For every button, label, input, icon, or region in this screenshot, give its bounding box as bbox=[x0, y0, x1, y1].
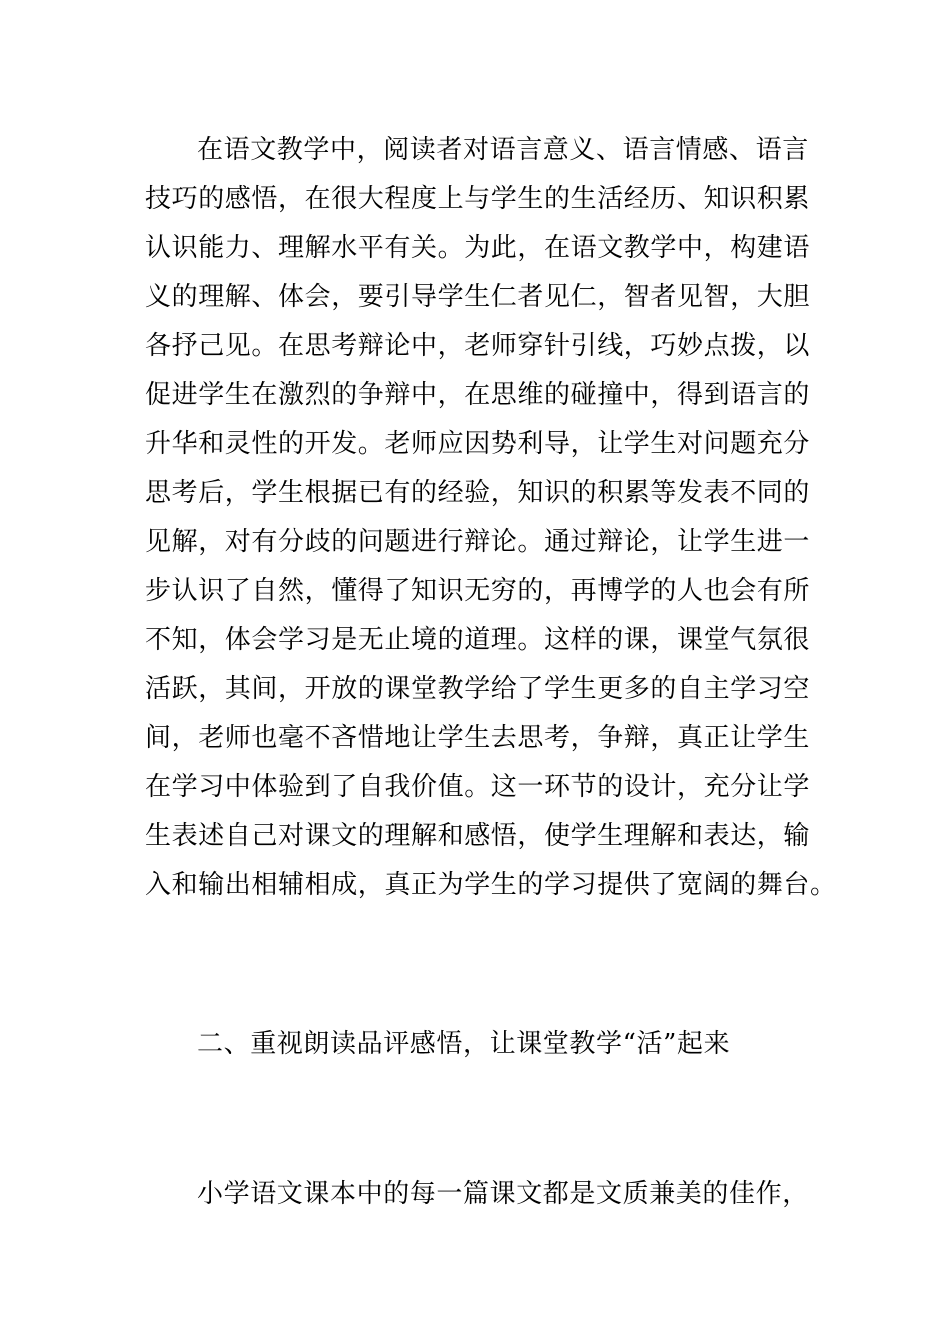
section-heading: 二、重视朗读品评感悟，让课堂教学“活”起来 bbox=[197, 1029, 731, 1059]
paragraph-line: 间，老师也毫不吝惜地让学生去思考，争辩，真正让学生 bbox=[145, 723, 811, 753]
paragraph-line: 在学习中体验到了自我价值。这一环节的设计，充分让学 bbox=[145, 772, 811, 802]
paragraph-line: 见解，对有分歧的问题进行辩论。通过辩论，让学生进一 bbox=[145, 527, 811, 557]
paragraph-line: 生表述自己对课文的理解和感悟，使学生理解和表达，输 bbox=[145, 821, 811, 851]
paragraph-line: 升华和灵性的开发。老师应因势利导，让学生对问题充分 bbox=[145, 429, 811, 459]
paragraph-line: 入和输出相辅相成，真正为学生的学习提供了宽阔的舞台。 bbox=[145, 870, 837, 900]
paragraph-line: 不知，体会学习是无止境的道理。这样的课，课堂气氛很 bbox=[145, 625, 811, 655]
body-paragraph-1 bbox=[145, 126, 837, 910]
paragraph-line: 促进学生在激烈的争辩中，在思维的碰撞中，得到语言的 bbox=[145, 380, 811, 410]
paragraph-line: 认识能力、理解水平有关。为此，在语文教学中，构建语 bbox=[145, 233, 811, 263]
paragraph-line: 义的理解、体会，要引导学生仁者见仁，智者见智，大胆 bbox=[145, 282, 811, 312]
paragraph-line: 技巧的感悟，在很大程度上与学生的生活经历、知识积累 bbox=[145, 184, 811, 214]
paragraph-line: 步认识了自然，懂得了知识无穷的，再博学的人也会有所 bbox=[145, 576, 811, 606]
paragraph-line: 各抒己见。在思考辩论中，老师穿针引线，巧妙点拨，以 bbox=[145, 331, 811, 361]
paragraph-line: 思考后，学生根据已有的经验，知识的积累等发表不同的 bbox=[145, 478, 811, 508]
body-paragraph-2-first-line: 小学语文课本中的每一篇课文都是文质兼美的佳作， bbox=[197, 1179, 809, 1209]
paragraph-line: 在语文教学中，阅读者对语言意义、语言情感、语言 bbox=[197, 135, 809, 165]
paragraph-line: 活跃，其间，开放的课堂教学给了学生更多的自主学习空 bbox=[145, 674, 811, 704]
